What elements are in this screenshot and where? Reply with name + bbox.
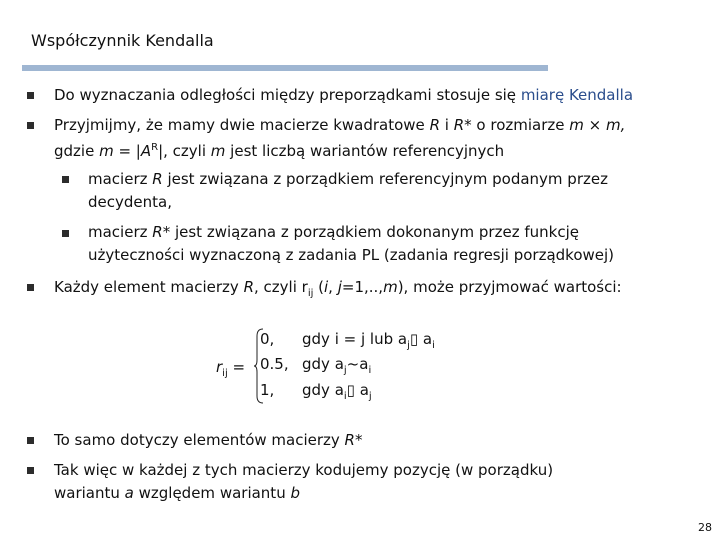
bullet-marker [27,437,34,444]
sub-bullet-2-line-1: macierz R* jest związana z porządkiem dokonanym przez funkcję [88,223,579,241]
bullet-2-line-2: gdzie $m = |A^R|$, czyli m jest liczbą wariantów referencyjnych [54,142,505,160]
formula-lhs: $r_{ij}$ = [216,358,246,379]
bullet-marker [27,467,34,474]
piecewise-formula [210,326,480,406]
bullet-marker [27,122,34,129]
formula-case-3: 1, gdy $a_i▯$ $a_j$ [260,381,372,402]
bullet-1-text: Do wyznaczania odległości między preporządkami stosuje się miarę Kendalla [54,86,634,104]
title-rule [22,65,548,71]
bullet-5-line-2: wariantu a względem wariantu b [54,484,300,502]
slide-title: Współczynnik Kendalla [31,31,214,50]
sub-bullet-1-line-1: macierz R jest związana z porządkiem referencyjnym podanym przez [88,170,608,188]
bullet-3-text: Każdy element macierzy R, czyli $r_{ij}$ (i, j=1,..,m), może przyjmować wartości: [54,278,622,299]
sub-bullet-1-line-2: decydenta, [88,193,172,211]
bullet-4-text: To samo dotyczy elementów macierzy R* [54,431,363,449]
bullet-2-line-1: Przyjmijmy, że mamy dwie macierze kwadratowe R i R* o rozmiarze m × m, [54,116,626,134]
formula-case-2: 0.5, gdy $a_j\sim a_i$ [260,355,372,376]
kendall-measure-link: miarę Kendalla [520,86,634,104]
formula-case-1: 0, gdy i = j lub $a_j▯$ $a_i$ [260,330,435,351]
bullet-marker [27,284,34,291]
sub-bullet-2-line-2: użyteczności wyznaczoną z zadania PL (zadania regresji porządkowej) [88,246,615,264]
page-number: 28 [698,521,712,534]
sub-bullet-marker [62,176,69,183]
bullet-marker [27,92,34,99]
sub-bullet-marker [62,230,69,237]
bullet-5-line-1: Tak więc w każdej z tych macierzy kodujemy pozycję (w porządku) [54,461,554,479]
